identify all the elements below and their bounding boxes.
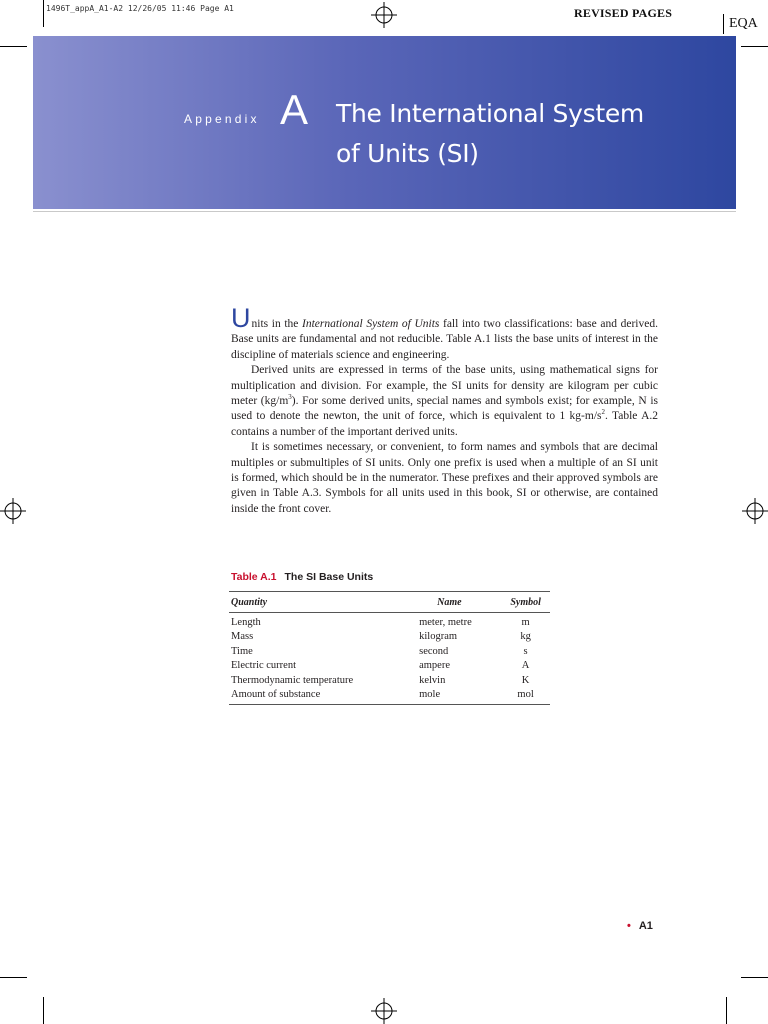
cell-symbol: m [521,617,530,628]
table-row [229,613,550,631]
registration-mark-icon [742,498,768,524]
cell-quantity: Time [231,645,253,657]
table-title: The SI Base Units [284,571,374,583]
chapter-title-line: of Units (SI) [336,139,479,168]
text-run: fall into two classifications: base and derived. Base units are fundamental and not reducible. Table A.1 lists the base units of interest in the discipline of materials science and engineering. [231,318,658,361]
table-row [229,645,550,659]
appendix-label: Appendix [184,112,260,126]
si-base-units-table [229,591,550,705]
table-row [229,688,550,705]
italic-term: International System of Units [302,318,440,330]
cell-quantity: Length [231,617,261,628]
table-header-row [229,592,550,613]
cell-name: mole [407,688,501,705]
eqa-divider [723,14,724,34]
revised-pages-label: REVISED PAGES [574,6,673,20]
registration-mark-icon [371,998,397,1024]
text-run: . Table A.2 contains a number of the important derived units. [231,410,658,438]
crop-mark [43,997,44,1024]
eqa-label: EQA [729,16,758,31]
chapter-title-line: The International System [336,99,644,128]
cell-quantity: Electric current [231,660,296,672]
text-run: Derived units are expressed in terms of the base units, using mathematical signs for multiplication and division. For example, the SI units for density are kilogram per cubic meter (kg/m [231,364,658,408]
cell-symbol: A [521,660,530,672]
crop-mark [43,0,44,27]
cell-quantity: Thermodynamic temperature [231,674,354,686]
table-row [229,674,550,688]
crop-mark [726,997,727,1024]
cell-name: kilogram [419,631,458,643]
table-number: Table A.1 [231,571,277,583]
text-run: ). For some derived units, special names and symbols exist; for example, N is used to denote the newton, the unit of force, which is equivalent to 1 kg-m/s [231,395,658,423]
cell-symbol: mol [501,688,550,705]
bullet-icon: • [627,920,631,932]
column-header-symbol: Symbol [501,592,550,613]
superscript: 3 [288,393,292,402]
cell-name: kelvin [419,674,446,686]
page-number [627,920,653,932]
cell-symbol: kg [520,631,531,643]
table-caption [231,571,373,583]
crop-mark [0,46,27,47]
registration-mark-icon [371,2,397,28]
paragraph-intro [231,303,658,363]
crop-mark [0,977,27,978]
body-text [231,303,658,517]
printer-slug-line: 1496T_appA_A1-A2 12/26/05 11:46 Page A1 [46,4,234,13]
page-number-text: A1 [638,920,653,932]
column-header-quantity: Quantity [229,592,407,613]
registration-mark-icon [0,498,26,524]
cell-quantity: Mass [231,631,254,643]
cell-symbol: K [521,674,530,686]
chapter-title [336,94,716,174]
cell-quantity: Amount of substance [229,688,407,705]
superscript: 2 [601,408,605,417]
drop-cap: U [231,303,251,333]
cell-name: second [419,645,449,657]
banner-divider [33,211,736,212]
crop-mark [741,977,768,978]
paragraph-derived-units [231,363,658,440]
cell-name: ampere [419,660,451,672]
column-header-name: Name [407,592,501,613]
paragraph-prefixes: It is sometimes necessary, or convenient, to form names and symbols that are decimal multiples or submultiples of SI units. Only one prefix is used when a multiple of an SI unit is formed, which should be in the numerator. These prefixes and their approved symbols are given in Table A.3. Symbols for all units used in this book, SI or otherwise, are contained inside the front cover. [231,441,658,515]
text-run: nits in the [251,318,302,330]
cell-name: meter, metre [419,617,472,628]
appendix-letter: A [280,86,309,133]
cell-symbol: s [523,645,528,657]
table-row [229,630,550,644]
table-row [229,659,550,673]
crop-mark [741,46,768,47]
